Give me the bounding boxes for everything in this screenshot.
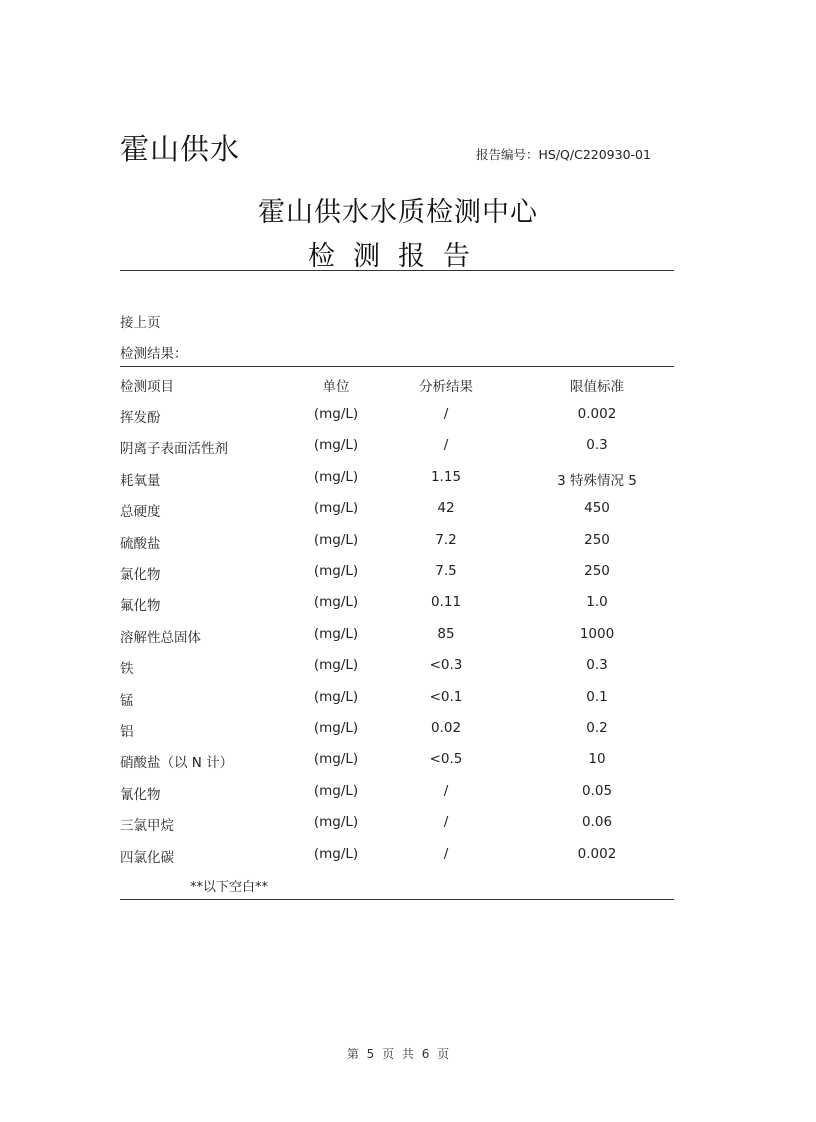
cell-item: 挥发酚: [120, 410, 161, 426]
cell-result: /: [443, 814, 449, 831]
table-row: [0, 657, 816, 677]
table-row: [0, 720, 816, 740]
table-row: [0, 406, 816, 426]
table-row: [0, 437, 816, 457]
title-divider: [120, 270, 674, 271]
cell-item: 氯化物: [120, 567, 161, 583]
cell-result: /: [443, 782, 449, 799]
cell-unit: (mg/L): [313, 657, 359, 674]
cell-unit: (mg/L): [313, 625, 359, 642]
cell-item: 硝酸盐（以 N 计）: [120, 755, 234, 772]
header-unit: 单位: [322, 379, 350, 395]
cell-limit: 0.002: [577, 406, 617, 422]
cell-result: 85: [437, 625, 455, 642]
cell-result: 42: [437, 500, 455, 517]
table-row: [0, 689, 816, 709]
cell-result: /: [443, 845, 449, 862]
cell-limit: 0.2: [586, 720, 608, 736]
cell-unit: (mg/L): [313, 751, 359, 768]
table-row: [0, 563, 816, 583]
table-row: [0, 532, 816, 552]
cell-item: 氰化物: [120, 786, 161, 803]
cell-limit: 0.1: [586, 688, 608, 705]
cell-item: 阴离子表面活性剂: [120, 441, 228, 458]
report-subtitle: 检测报告: [308, 241, 488, 272]
cell-item: 硫酸盐: [120, 535, 161, 552]
cell-limit: 1.0: [586, 594, 608, 611]
header-result: 分析结果: [419, 379, 473, 395]
cell-unit: (mg/L): [313, 782, 359, 799]
brand-logo-text: 霍山供水: [120, 132, 241, 166]
continued-label: 接上页: [120, 315, 161, 331]
table-row: [0, 500, 816, 520]
cell-limit: 0.3: [586, 437, 608, 454]
cell-unit: (mg/L): [313, 468, 359, 485]
cell-unit: (mg/L): [313, 720, 359, 736]
cell-unit: (mg/L): [313, 814, 359, 831]
cell-unit: (mg/L): [313, 531, 359, 548]
results-label: 检测结果：: [120, 346, 188, 362]
cell-limit: 250: [584, 563, 610, 579]
cell-result: 7.2: [435, 531, 457, 548]
cell-result: /: [443, 437, 449, 454]
table-row: [0, 783, 816, 803]
cell-limit: 3 特殊情况 5: [557, 472, 637, 489]
table-row: [0, 626, 816, 646]
cell-item: 氟化物: [120, 598, 161, 615]
cell-unit: (mg/L): [313, 845, 359, 862]
page-footer: 第 5 页 共 6 页: [346, 1047, 450, 1061]
table-top-rule: [120, 366, 674, 367]
cell-unit: (mg/L): [313, 500, 359, 517]
cell-result: <0.5: [429, 751, 463, 768]
cell-unit: (mg/L): [313, 406, 359, 422]
cell-item: 溶解性总固体: [120, 629, 201, 646]
cell-unit: (mg/L): [313, 563, 359, 579]
cell-limit: 10: [588, 751, 606, 768]
table-row: [0, 469, 816, 489]
cell-result: 0.11: [430, 594, 462, 611]
cell-limit: 0.002: [577, 845, 617, 862]
table-row: [0, 751, 816, 771]
cell-limit: 450: [584, 500, 610, 517]
cell-item: 总硬度: [120, 504, 161, 521]
table-bottom-rule: [120, 899, 674, 900]
report-number: 报告编号：HS/Q/C220930-01: [476, 147, 651, 162]
cell-item: 四氯化碳: [120, 849, 174, 866]
cell-limit: 0.05: [581, 782, 613, 799]
table-row: [0, 814, 816, 834]
cell-unit: (mg/L): [313, 594, 359, 611]
cell-item: 铁: [120, 661, 134, 678]
cell-result: 1.15: [430, 468, 462, 485]
cell-result: <0.3: [429, 657, 463, 674]
cell-limit: 250: [584, 531, 610, 548]
header-item: 检测项目: [120, 379, 174, 395]
cell-result: 7.5: [435, 563, 457, 579]
header-limit: 限值标准: [570, 379, 624, 395]
cell-unit: (mg/L): [313, 437, 359, 454]
cell-item: 耗氧量: [120, 472, 161, 489]
table-header-row: [0, 375, 816, 395]
end-note: **以下空白**: [190, 880, 269, 895]
cell-result: 0.02: [430, 720, 462, 736]
cell-item: 锰: [120, 692, 134, 709]
cell-limit: 1000: [579, 625, 615, 642]
cell-limit: 0.3: [586, 657, 608, 674]
cell-limit: 0.06: [581, 814, 613, 831]
cell-unit: (mg/L): [313, 688, 359, 705]
table-row: [0, 846, 816, 866]
cell-result: <0.1: [429, 688, 463, 705]
cell-item: 铝: [120, 724, 134, 740]
report-title: 霍山供水水质检测中心: [258, 197, 538, 228]
cell-item: 三氯甲烷: [120, 818, 174, 835]
table-row: [0, 594, 816, 614]
cell-result: /: [443, 406, 449, 422]
